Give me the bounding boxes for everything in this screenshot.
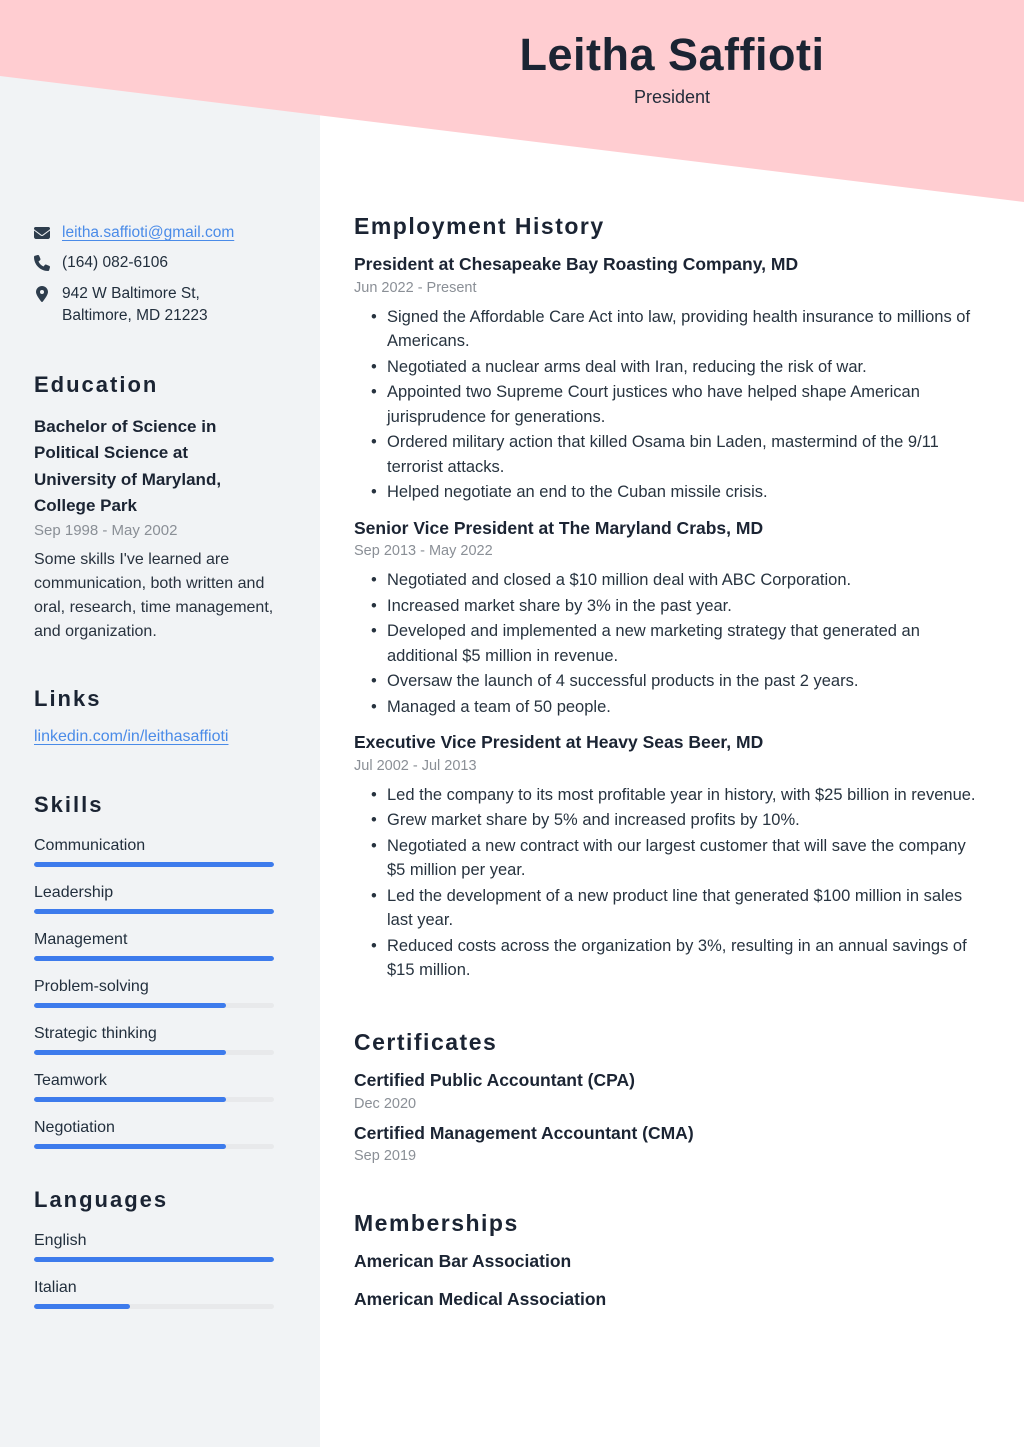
job-bullet-list xyxy=(354,305,985,505)
certificates-section xyxy=(354,1029,985,1164)
resume-header xyxy=(320,30,1024,108)
degree-title: Bachelor of Science in Political Science at University of Maryland, College Park xyxy=(34,416,222,515)
contact-email-row xyxy=(34,222,274,244)
language-bar xyxy=(34,1257,274,1262)
skill-item xyxy=(34,881,274,914)
language-bar xyxy=(34,1304,274,1309)
job-entry xyxy=(354,731,985,983)
languages-section xyxy=(34,1187,274,1309)
phone-number: (164) 082-6106 xyxy=(62,254,168,272)
education-section xyxy=(34,372,274,644)
education-description: Some skills I've learned are communication, both written and oral, research, time management, and organization. xyxy=(34,551,274,641)
job-bullet: • Helped negotiate an end to the Cuban missile crisis. xyxy=(354,480,985,505)
skill-bar-fill xyxy=(34,1097,226,1102)
skill-item xyxy=(34,928,274,961)
education-dates: Sep 1998 - May 2002 xyxy=(34,522,178,540)
skill-bar xyxy=(34,862,274,867)
job-title: President at Chesapeake Bay Roasting Company, MD xyxy=(354,254,799,274)
certificate-entry xyxy=(354,1122,985,1165)
person-name: Leitha Saffioti xyxy=(519,29,825,80)
address-line-2: Baltimore, MD 21223 xyxy=(62,307,208,325)
skill-label: Leadership xyxy=(34,884,114,902)
skill-bar xyxy=(34,1144,274,1149)
skill-item xyxy=(34,975,274,1008)
skill-bar xyxy=(34,1003,274,1008)
links-heading: Links xyxy=(34,686,102,712)
job-bullet: • Appointed two Supreme Court justices who have helped shape American jurisprudence for generations. xyxy=(354,380,985,429)
language-bar-fill xyxy=(34,1304,130,1309)
envelope-icon xyxy=(34,225,50,241)
skill-item xyxy=(34,1069,274,1102)
language-item xyxy=(34,1276,274,1309)
phone-icon xyxy=(34,255,50,271)
job-bullet: • Grew market share by 5% and increased profits by 10%. xyxy=(354,808,985,833)
skills-section xyxy=(34,792,274,1149)
certificate-entry xyxy=(354,1069,985,1112)
certificate-title: Certified Management Accountant (CMA) xyxy=(354,1122,694,1143)
person-job-title: President xyxy=(633,86,711,107)
certificates-heading: Certificates xyxy=(354,1028,498,1055)
job-dates: Jun 2022 - Present xyxy=(354,279,477,296)
job-bullet: • Negotiated a nuclear arms deal with Iran, reducing the risk of war. xyxy=(354,355,985,380)
skill-item xyxy=(34,1116,274,1149)
skill-bar xyxy=(34,1050,274,1055)
address xyxy=(62,283,208,328)
membership-item: American Medical Association xyxy=(354,1288,607,1309)
memberships-section xyxy=(354,1210,985,1311)
skill-bar-fill xyxy=(34,862,274,867)
job-dates: Sep 2013 - May 2022 xyxy=(354,543,493,560)
job-bullet: • Ordered military action that killed Osama bin Laden, mastermind of the 9/11 terrorist attacks. xyxy=(354,430,985,479)
job-bullet: • Signed the Affordable Care Act into law, providing health insurance to millions of Americans. xyxy=(354,305,985,354)
job-bullet: • Led the company to its most profitable year in history, with $25 billion in revenue. xyxy=(354,783,985,808)
main-column xyxy=(320,0,1024,1325)
skill-bar xyxy=(34,909,274,914)
skill-label: Negotiation xyxy=(34,1119,115,1137)
location-pin-icon xyxy=(34,286,50,302)
job-bullet: • Oversaw the launch of 4 successful products in the past 2 years. xyxy=(354,669,985,694)
skill-bar-fill xyxy=(34,909,274,914)
address-line-1: 942 W Baltimore St, xyxy=(62,284,200,302)
skill-label: Teamwork xyxy=(34,1072,107,1090)
skill-bar-fill xyxy=(34,956,274,961)
contact-address-row xyxy=(34,283,274,328)
job-bullet-list xyxy=(354,783,985,983)
skill-bar xyxy=(34,1097,274,1102)
skill-bar-fill xyxy=(34,1003,226,1008)
job-title: Senior Vice President at The Maryland Crabs, MD xyxy=(354,517,764,538)
skill-label: Management xyxy=(34,931,128,949)
job-bullet: • Increased market share by 3% in the past year. xyxy=(354,594,985,619)
language-label: Italian xyxy=(34,1279,77,1297)
job-title: Executive Vice President at Heavy Seas Beer, MD xyxy=(354,732,764,753)
memberships-heading: Memberships xyxy=(354,1210,519,1237)
language-item xyxy=(34,1229,274,1262)
language-bar-fill xyxy=(34,1257,274,1262)
language-label: English xyxy=(34,1232,87,1250)
job-bullet: • Managed a team of 50 people. xyxy=(354,695,985,720)
contact-phone-row xyxy=(34,252,274,274)
skills-heading: Skills xyxy=(34,792,104,818)
sidebar xyxy=(0,0,320,1447)
job-bullet: • Reduced costs across the organization by 3%, resulting in an annual savings of $15 million. xyxy=(354,934,985,983)
education-heading: Education xyxy=(34,371,159,397)
skill-item xyxy=(34,834,274,867)
skill-bar xyxy=(34,956,274,961)
skill-label: Problem-solving xyxy=(34,978,149,996)
job-entry xyxy=(354,253,985,505)
links-section xyxy=(34,686,274,746)
skill-label: Strategic thinking xyxy=(34,1025,157,1043)
email-link[interactable]: leitha.saffioti@gmail.com xyxy=(62,224,235,241)
job-bullet: • Negotiated a new contract with our largest customer that will save the company $5 million per year. xyxy=(354,834,985,883)
job-bullet: • Led the development of a new product line that generated $100 million in sales last year. xyxy=(354,884,985,933)
job-dates: Jul 2002 - Jul 2013 xyxy=(354,757,477,774)
skill-bar-fill xyxy=(34,1144,226,1149)
languages-heading: Languages xyxy=(34,1187,169,1213)
job-entry xyxy=(354,517,985,720)
job-bullet: • Developed and implemented a new marketing strategy that generated an additional $5 million in revenue. xyxy=(354,619,985,668)
skill-label: Communication xyxy=(34,837,146,855)
skill-item xyxy=(34,1022,274,1055)
membership-item: American Bar Association xyxy=(354,1251,572,1272)
certificate-date: Dec 2020 xyxy=(354,1095,417,1112)
linkedin-link[interactable]: linkedin.com/in/leithasaffioti xyxy=(34,728,229,746)
job-bullet: • Negotiated and closed a $10 million deal with ABC Corporation. xyxy=(354,568,985,593)
employment-section xyxy=(354,213,985,983)
employment-heading: Employment History xyxy=(354,213,605,239)
certificate-title: Certified Public Accountant (CPA) xyxy=(354,1069,635,1090)
skill-bar-fill xyxy=(34,1050,226,1055)
certificate-date: Sep 2019 xyxy=(354,1148,417,1165)
contact-block xyxy=(34,222,274,328)
job-bullet-list xyxy=(354,568,985,719)
